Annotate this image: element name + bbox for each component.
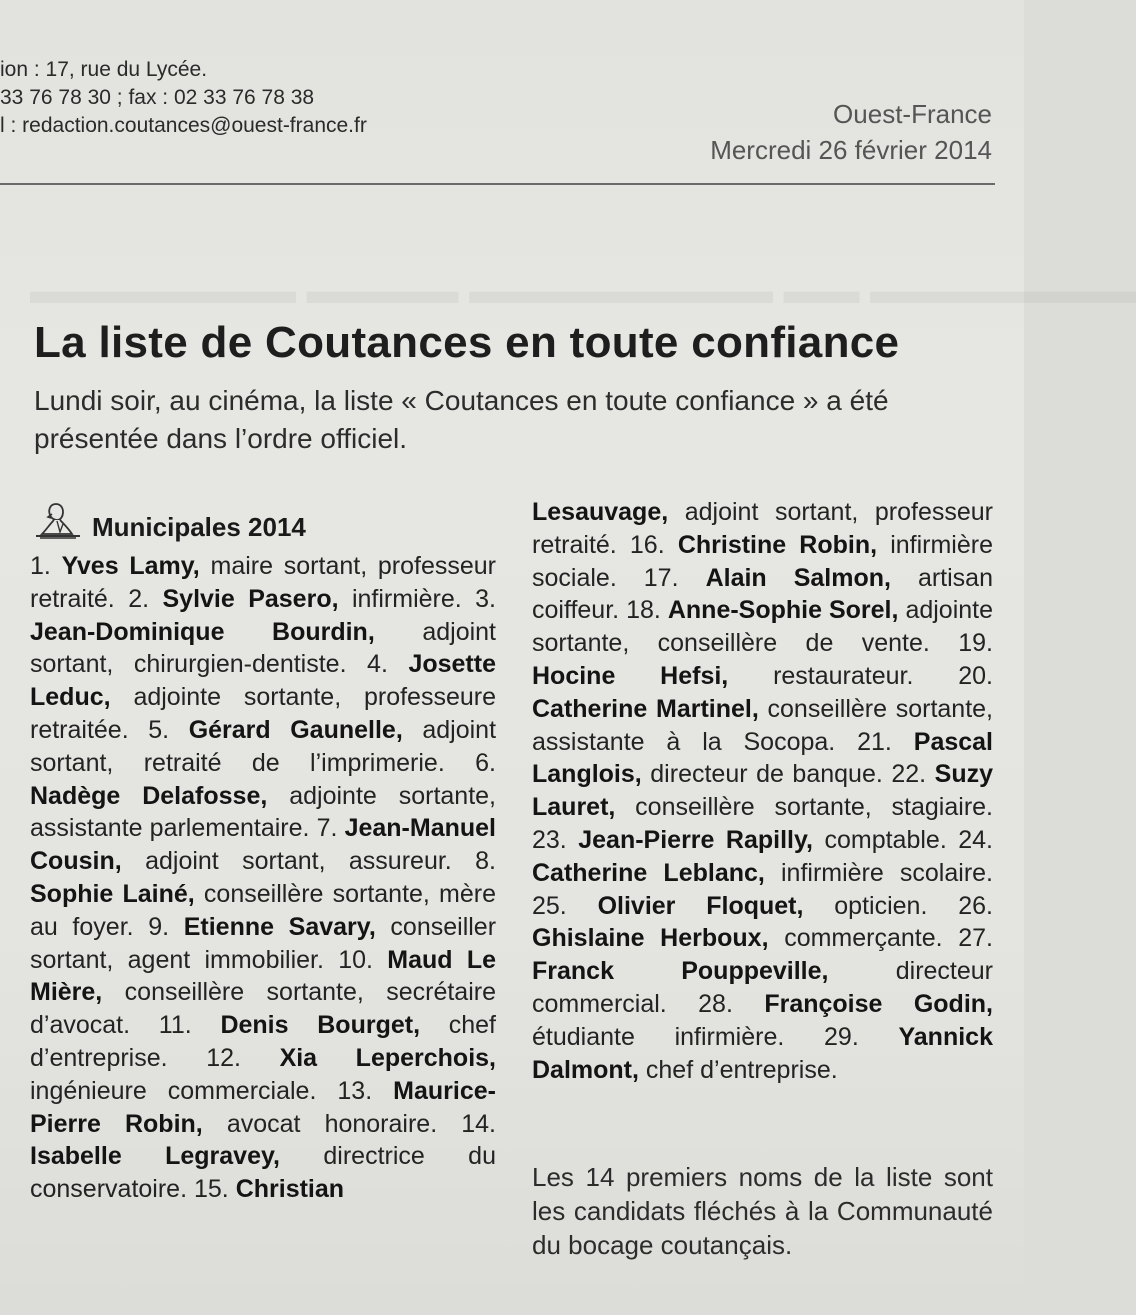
list-item: 1. Yves Lamy, maire sortant, professeur retraité.	[30, 552, 496, 613]
list-item: 6. Nadège Delafosse, adjointe sortante, assistante parlementaire.	[30, 748, 496, 843]
candidate-name: Catherine Leblanc,	[532, 858, 765, 887]
candidate-name: Hocine Hefsi,	[532, 661, 729, 690]
candidate-name: Isabelle Legravey,	[30, 1142, 280, 1171]
rubric	[30, 500, 496, 544]
list-item: 29. Yannick Dalmont, chef d’entreprise.	[532, 1022, 993, 1084]
newspaper-name: Ouest-France	[833, 99, 992, 129]
candidate-name: Maud Le Mière,	[30, 945, 496, 1007]
list-item-continued: Lesauvage, adjoint sortant, professeur retraité.	[532, 498, 993, 559]
candidate-name: Maurice-Pierre Robin,	[30, 1076, 496, 1138]
candidate-name: Françoise Godin,	[764, 989, 993, 1018]
candidate-name: Jean-Manuel Cousin,	[30, 814, 496, 876]
list-item: 13. Maurice-Pierre Robin, avocat honoraire.	[30, 1076, 496, 1138]
list-item: 21. Pascal Langlois, directeur de banque.	[532, 727, 994, 789]
candidate-name: Yannick Dalmont,	[532, 1022, 993, 1084]
list-item: 3. Jean-Dominique Bourdin, adjoint sortant, chirurgien-dentiste.	[30, 584, 497, 679]
candidate-name: Sylvie Pasero,	[162, 584, 339, 613]
list-item: 22. Suzy Lauret, conseillère sortante, stagiaire.	[532, 760, 994, 822]
article-column-left	[30, 550, 496, 1206]
list-item: 10. Maud Le Mière, conseillère sortante, secrétaire d’avocat.	[30, 945, 496, 1040]
list-item: 27. Franck Pouppeville, directeur commercial.	[532, 924, 993, 1018]
candidate-name: Jean-Dominique Bourdin,	[30, 617, 375, 646]
article-standfirst: Lundi soir, au cinéma, la liste « Coutances en toute confiance » a été présentée dans l’ordre officiel.	[34, 385, 889, 454]
list-item: 20. Catherine Martinel, conseillère sortante, assistante à la Socopa.	[532, 661, 993, 756]
candidate-name: Christine Robin,	[677, 530, 878, 559]
candidate-name: Gérard Gaunelle,	[188, 715, 403, 744]
candidate-name: Suzy Lauret,	[532, 760, 994, 822]
candidate-name: Yves Lamy,	[61, 552, 200, 580]
candidate-name: Anne-Sophie Sorel,	[667, 596, 899, 625]
list-item: 17. Alain Salmon, artisan coiffeur.	[532, 563, 993, 625]
candidate-name: Ghislaine Herboux,	[532, 924, 769, 953]
candidate-name: Denis Bourget,	[220, 1011, 421, 1040]
contact-block	[0, 56, 367, 140]
list-item: 18. Anne-Sophie Sorel, adjointe sortante, conseillère de vente.	[532, 596, 994, 658]
show-through-ghost-text: ▬▬▬▬▬▬▬ ▬▬▬▬ ▬▬▬▬▬▬▬▬ ▬▬ ▬▬▬▬▬▬▬	[30, 270, 1136, 312]
article-column-right	[532, 496, 993, 1086]
list-item: 16. Christine Robin, infirmière sociale.	[532, 530, 993, 592]
candidate-name: Xia Leperchois,	[279, 1043, 497, 1072]
list-item: 5. Gérard Gaunelle, adjoint sortant, retraité de l’imprimerie.	[30, 715, 497, 777]
header-divider	[0, 183, 995, 185]
list-item: 12. Xia Leperchois, ingénieure commerciale.	[30, 1043, 497, 1105]
candidate-name: Pascal Langlois,	[532, 727, 994, 789]
candidate-name: Olivier Floquet,	[597, 891, 804, 920]
rubric-label: Municipales 2014	[92, 512, 306, 542]
list-item: 23. Jean-Pierre Rapilly, comptable.	[532, 825, 947, 854]
issue-date: Mercredi 26 février 2014	[710, 135, 992, 165]
article-headline: La liste de Coutances en toute confiance	[34, 318, 900, 367]
candidate-name: Christian	[235, 1175, 345, 1204]
contact-phone: 33 76 78 30 ; fax : 02 33 76 78 38	[0, 86, 315, 109]
list-item: 7. Jean-Manuel Cousin, adjoint sortant, assureur.	[30, 814, 496, 876]
list-item: 8. Sophie Lainé, conseillère sortante, mère au foyer.	[30, 847, 497, 941]
list-item: 9. Etienne Savary, conseiller sortant, agent immobilier.	[30, 912, 497, 974]
list-item: 28. Françoise Godin, étudiante infirmière.	[532, 989, 993, 1051]
candidate-name: Lesauvage,	[532, 498, 669, 526]
list-item: 14. Isabelle Legravey, directrice du conservatoire.	[30, 1109, 496, 1204]
candidate-name: Jean-Pierre Rapilly,	[578, 825, 813, 854]
candidate-name: Sophie Lainé,	[30, 879, 195, 908]
article-closing-note: Les 14 premiers noms de la liste sont les candidats fléchés à la Communauté du bocage coutançais.	[532, 1162, 993, 1260]
masthead	[710, 96, 992, 168]
list-item: 2. Sylvie Pasero, infirmière.	[128, 584, 462, 613]
candidate-name: Nadège Delafosse,	[30, 781, 268, 810]
list-item: 25. Olivier Floquet, opticien.	[532, 891, 928, 920]
elected-official-icon	[32, 500, 86, 542]
list-item: 15. Christian	[193, 1175, 345, 1204]
list-item: 19. Hocine Hefsi, restaurateur.	[532, 629, 993, 690]
list-item: 26. Ghislaine Herboux, commerçante.	[532, 891, 993, 953]
candidate-name: Catherine Martinel,	[532, 694, 759, 723]
candidate-name: Josette Leduc,	[30, 650, 496, 712]
list-item: 24. Catherine Leblanc, infirmière scolaire.	[532, 825, 994, 887]
contact-address: ion : 17, rue du Lycée.	[0, 58, 208, 81]
list-item: 11. Denis Bourget, chef d’entreprise.	[30, 1011, 497, 1072]
candidate-name: Franck Pouppeville,	[532, 957, 829, 986]
candidate-name: Etienne Savary,	[183, 912, 376, 941]
contact-email: l : redaction.coutances@ouest-france.fr	[0, 114, 367, 137]
candidate-name: Alain Salmon,	[705, 563, 891, 592]
list-item: 4. Josette Leduc, adjointe sortante, professeure retraitée.	[30, 650, 497, 744]
